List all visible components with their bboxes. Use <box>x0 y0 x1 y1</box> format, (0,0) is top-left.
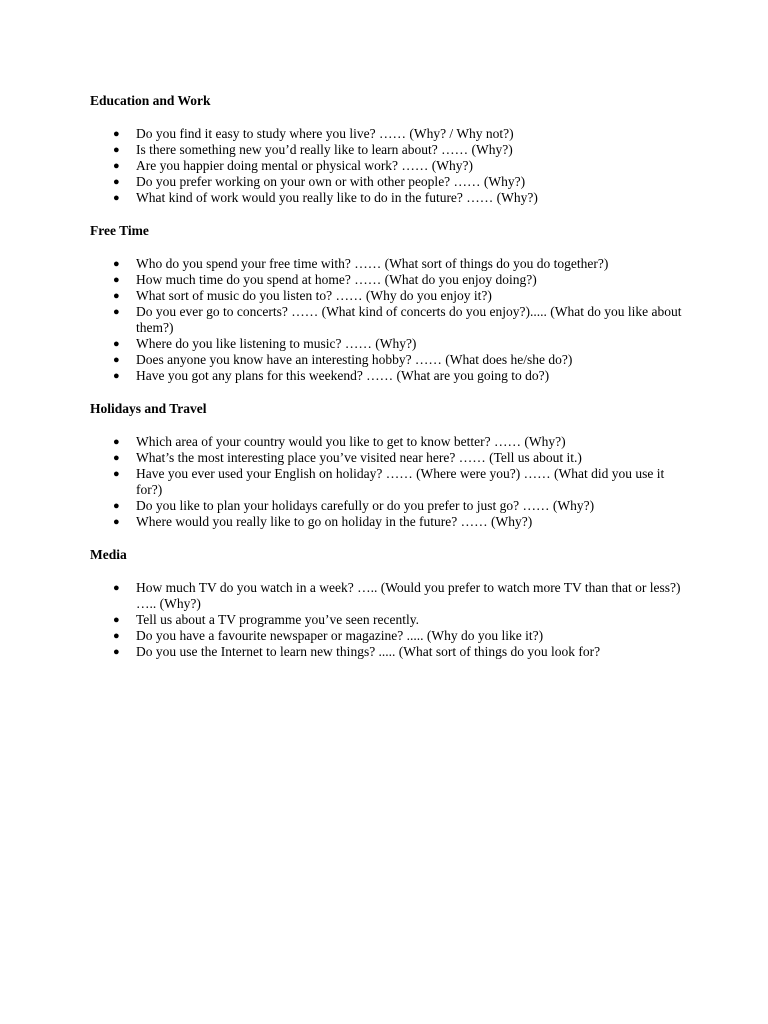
list-item <box>90 434 690 450</box>
bullet-icon: ● <box>113 354 120 366</box>
question-text: Does anyone you know have an interesting hobby? …… (What does he/she do?) <box>136 352 573 367</box>
question-text: Where would you really like to go on holiday in the future? …… (Why?) <box>136 514 533 529</box>
section-title: Media <box>90 547 127 562</box>
question-text: Where do you like listening to music? …… (Why?) <box>136 336 417 351</box>
bullet-icon: ● <box>113 258 120 270</box>
question-text: Tell us about a TV programme you’ve seen recently. <box>136 612 419 627</box>
bullet-icon: ● <box>113 500 120 512</box>
list-item <box>90 272 690 288</box>
list-item <box>90 450 690 466</box>
bullet-icon: ● <box>113 468 120 480</box>
list-item <box>90 126 690 142</box>
list-item <box>90 256 690 272</box>
list-item <box>90 466 690 498</box>
list-item <box>90 288 690 304</box>
bullet-icon: ● <box>113 160 120 172</box>
question-text: Are you happier doing mental or physical work? …… (Why?) <box>136 158 474 173</box>
bullet-icon: ● <box>113 436 120 448</box>
section-title: Holidays and Travel <box>90 401 207 416</box>
bullet-icon: ● <box>113 614 120 626</box>
list-item <box>90 158 690 174</box>
list-item <box>90 174 690 190</box>
list-item <box>90 628 690 644</box>
question-list <box>90 580 690 660</box>
list-item <box>90 304 690 336</box>
question-text: Do you like to plan your holidays carefully or do you prefer to just go? …… (Why?) <box>136 498 595 513</box>
list-item <box>90 644 690 660</box>
bullet-icon: ● <box>113 516 120 528</box>
section-education-and-work <box>90 92 690 206</box>
bullet-icon: ● <box>113 370 120 382</box>
question-text: Do you find it easy to study where you live? …… (Why? / Why not?) <box>136 126 514 141</box>
list-item <box>90 336 690 352</box>
section-media <box>90 546 690 660</box>
list-item <box>90 368 690 384</box>
section-holidays-and-travel <box>90 400 690 530</box>
list-item <box>90 352 690 368</box>
question-list <box>90 126 690 206</box>
question-text: What sort of music do you listen to? …… (Why do you enjoy it?) <box>136 288 492 303</box>
question-list <box>90 434 690 530</box>
bullet-icon: ● <box>113 290 120 302</box>
question-text: Who do you spend your free time with? …… (What sort of things do you do together?) <box>136 256 609 271</box>
question-text: Which area of your country would you like to get to know better? …… (Why?) <box>136 434 566 449</box>
question-text: How much TV do you watch in a week? ….. (Would you prefer to watch more TV than that or less?) ….. (Why?) <box>136 580 681 611</box>
list-item <box>90 514 690 530</box>
document-content <box>90 92 690 676</box>
question-text: Have you got any plans for this weekend? …… (What are you going to do?) <box>136 368 550 383</box>
question-text: Do you prefer working on your own or with other people? …… (Why?) <box>136 174 526 189</box>
list-item <box>90 142 690 158</box>
question-text: Do you have a favourite newspaper or magazine? ..... (Why do you like it?) <box>136 628 544 643</box>
question-list <box>90 256 690 384</box>
list-item <box>90 190 690 206</box>
list-item <box>90 498 690 514</box>
question-text: What kind of work would you really like to do in the future? …… (Why?) <box>136 190 538 205</box>
section-title: Education and Work <box>90 93 211 108</box>
bullet-icon: ● <box>113 128 120 140</box>
bullet-icon: ● <box>113 306 120 318</box>
question-text: Do you ever go to concerts? …… (What kind of concerts do you enjoy?)..... (What do you like about them?) <box>136 304 682 335</box>
bullet-icon: ● <box>113 452 120 464</box>
bullet-icon: ● <box>113 192 120 204</box>
bullet-icon: ● <box>113 274 120 286</box>
question-text: Is there something new you’d really like to learn about? …… (Why?) <box>136 142 513 157</box>
bullet-icon: ● <box>113 630 120 642</box>
bullet-icon: ● <box>113 646 120 658</box>
bullet-icon: ● <box>113 176 120 188</box>
question-text: What’s the most interesting place you’ve visited near here? …… (Tell us about it.) <box>136 450 582 465</box>
bullet-icon: ● <box>113 582 120 594</box>
bullet-icon: ● <box>113 338 120 350</box>
question-text: Have you ever used your English on holiday? …… (Where were you?) …… (What did you use it for?) <box>136 466 665 497</box>
question-text: Do you use the Internet to learn new things? ..... (What sort of things do you look for? <box>136 644 601 659</box>
section-title: Free Time <box>90 223 149 238</box>
list-item <box>90 612 690 628</box>
bullet-icon: ● <box>113 144 120 156</box>
list-item <box>90 580 690 612</box>
section-free-time <box>90 222 690 384</box>
question-text: How much time do you spend at home? …… (What do you enjoy doing?) <box>136 272 537 287</box>
